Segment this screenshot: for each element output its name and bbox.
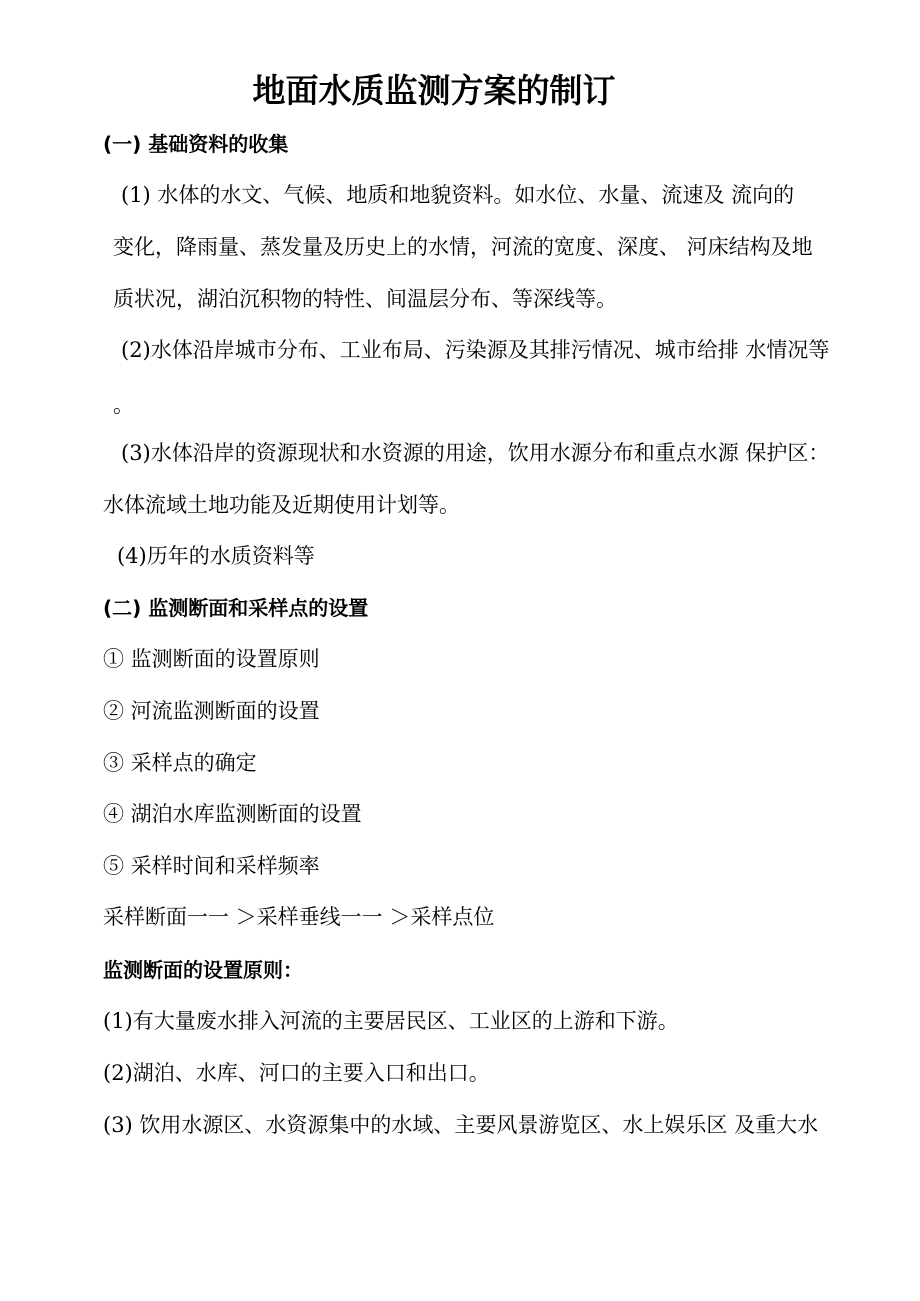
list-item: ⑤ 采样时间和采样频率: [103, 854, 320, 878]
paragraph-line: (1)有大量废水排入河流的主要居民区、工业区的上游和下游。: [103, 1009, 679, 1033]
list-item: ③ 采样点的确定: [103, 751, 257, 775]
list-item: ② 河流监测断面的设置: [103, 699, 320, 723]
paragraph-line: 水体流域土地功能及近期使用计划等。: [103, 493, 460, 517]
page-title: 地面水质监测方案的制订: [252, 71, 616, 110]
paragraph-line: (3)水体沿岸的资源现状和水资源的用途，饮用水源分布和重点水源 保护区：: [121, 441, 830, 465]
paragraph-line: (2)水体沿岸城市分布、工业布局、污染源及其排污情况、城市给排 水情况等: [121, 338, 830, 362]
paragraph-line: (3) 饮用水源区、水资源集中的水域、主要风景游览区、水上娱乐区 及重大水: [103, 1113, 819, 1137]
list-item: ① 监测断面的设置原则: [103, 647, 320, 671]
paragraph-line: (1) 水体的水文、气候、地质和地貌资料。如水位、水量、流速及 流向的: [121, 183, 795, 207]
list-item: ④ 湖泊水库监测断面的设置: [103, 802, 362, 826]
paragraph-line: (4)历年的水质资料等: [117, 544, 315, 568]
paragraph-line: 。: [113, 393, 134, 417]
paragraph-line: 变化，降雨量、蒸发量及历史上的水情，河流的宽度、深度、 河床结构及地: [113, 235, 813, 259]
paragraph-line: (2)湖泊、水库、河口的主要入口和出口。: [103, 1061, 490, 1085]
section-heading-principles: 监测断面的设置原则：: [103, 958, 303, 982]
section-heading-basic-data: (一) 基础资料的收集: [103, 132, 289, 156]
paragraph-line: 质状况，湖泊沉积物的特性、间温层分布、等深线等。: [113, 287, 617, 311]
section-heading-monitoring-sections: (二) 监测断面和采样点的设置: [103, 596, 369, 620]
paragraph-line: 采样断面一一 ＞采样垂线一一 ＞采样点位: [103, 905, 495, 929]
